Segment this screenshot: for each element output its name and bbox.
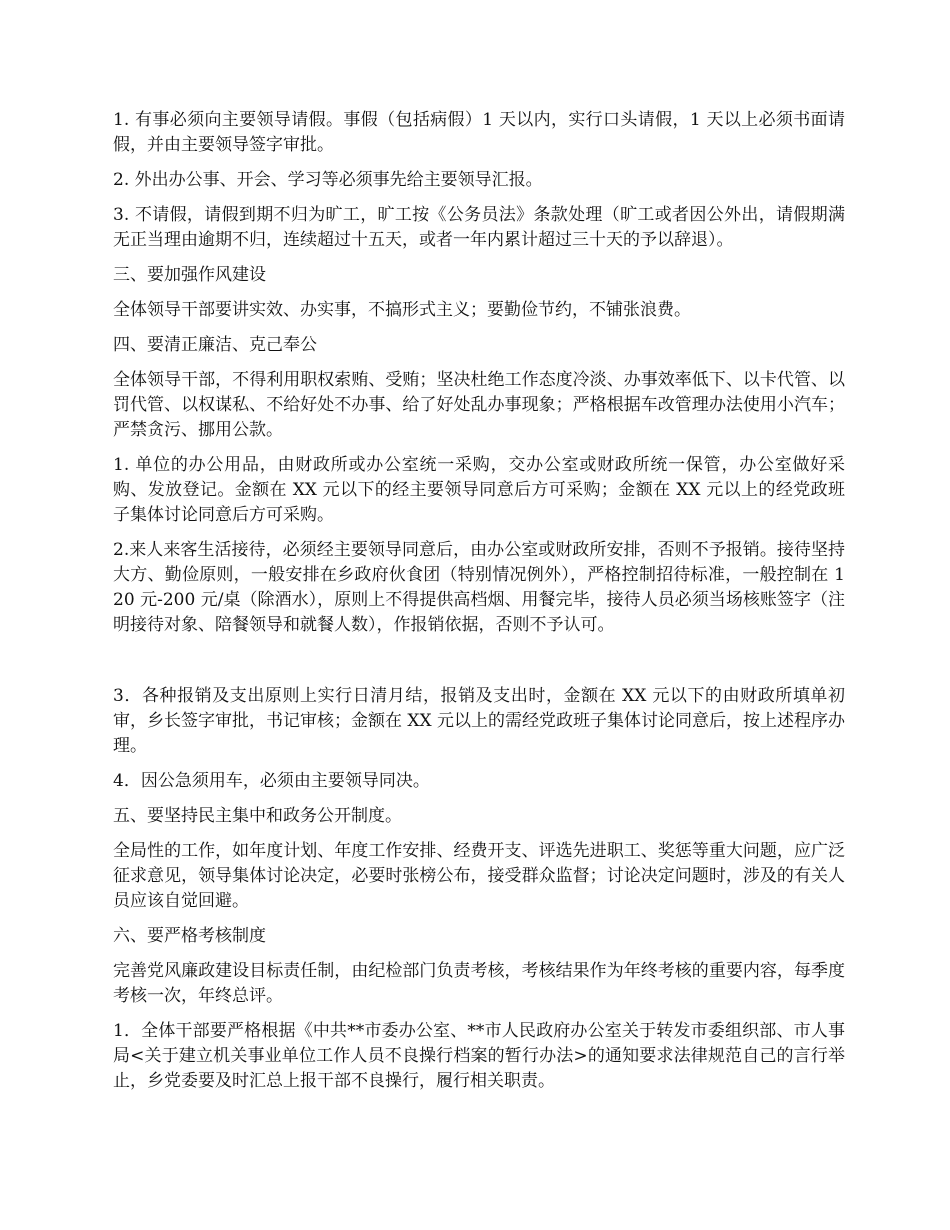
paragraph-reception: 2.来人来客生活接待，必须经主要领导同意后，由办公室或财政所安排，否则不予报销。接待坚持大方、勤俭原则，一般安排在乡政府伙食团（特别情况例外），严格控制招待标准，一般控制在 120 元-200 元/桌（除酒水），原则上不得提供高档烟、用餐完毕，接待人员必须当场核账签字（注明接待对象、陪餐领导和就餐人数），作报销依据，否则不予认可。 xyxy=(113,540,845,635)
paragraph-democracy: 全局性的工作，如年度计划、年度工作安排、经费开支、评选先进职工、奖惩等重大问题，应广泛征求意见，领导集体讨论决定，必要时张榜公布，接受群众监督；讨论决定问题时，涉及的有关人员应该自觉回避。 xyxy=(113,841,845,911)
paragraph-spacer xyxy=(113,648,845,684)
paragraph-leave-request: 1. 有事必须向主要领导请假。事假（包括病假）1 天以内，实行口头请假，1 天以上必须书面请假，并由主要领导签字审批。 xyxy=(113,110,845,155)
paragraph-absenteeism: 3. 不请假，请假到期不归为旷工，旷工按《公务员法》条款处理（旷工或者因公外出，请假期满无正当理由逾期不归，连续超过十五天，或者一年内累计超过三十天的予以辞退）。 xyxy=(113,205,845,250)
paragraph-work-style: 全体领导干部要讲实效、办实事，不搞形式主义；要勤俭节约，不铺张浪费。 xyxy=(113,300,691,320)
paragraph-office-supplies: 1. 单位的办公用品，由财政所或办公室统一采购，交办公室或财政所统一保管，办公室做好采购、发放登记。金额在 XX 元以下的经主要领导同意后方可采购；金额在 XX 元以上的经党政班子集体讨论同意后方可采购。 xyxy=(113,455,845,525)
paragraph-vehicle-use: 4．因公急须用车，必须由主要领导同决。 xyxy=(113,771,430,791)
section-heading-assessment: 六、要严格考核制度 xyxy=(113,926,266,946)
paragraph-conduct-records: 1．全体干部要严格根据《中共**市委办公室、**市人民政府办公室关于转发市委组织部、市人事局<关于建立机关事业单位工作人员不良操行档案的暂行办法>的通知要求法律规范自己的言行举止，乡党委要及时汇总上报干部不良操行，履行相关职责。 xyxy=(113,1021,845,1091)
paragraph-reimbursement: 3．各种报销及支出原则上实行日清月结，报销及支出时，金额在 XX 元以下的由财政所填单初审，乡长签字审批，书记审核；金额在 XX 元以上的需经党政班子集体讨论同意后，按上述程序办理。 xyxy=(113,686,846,756)
section-heading-work-style: 三、要加强作风建设 xyxy=(113,265,266,285)
document-body xyxy=(113,108,845,1104)
paragraph-assessment: 完善党风廉政建设目标责任制，由纪检部门负责考核，考核结果作为年终考核的重要内容，每季度考核一次，年终总评。 xyxy=(113,961,845,1006)
paragraph-integrity: 全体领导干部，不得利用职权索贿、受贿；坚决杜绝工作态度冷淡、办事效率低下、以卡代管、以罚代管、以权谋私、不给好处不办事、给了好处乱办事现象；严格根据车改管理办法使用小汽车；严禁贪污、挪用公款。 xyxy=(113,370,845,440)
section-heading-democracy: 五、要坚持民主集中和政务公开制度。 xyxy=(113,806,402,826)
paragraph-outing-report: 2. 外出办公事、开会、学习等必须事先给主要领导汇报。 xyxy=(113,170,543,190)
section-heading-integrity: 四、要清正廉洁、克己奉公 xyxy=(113,335,317,355)
